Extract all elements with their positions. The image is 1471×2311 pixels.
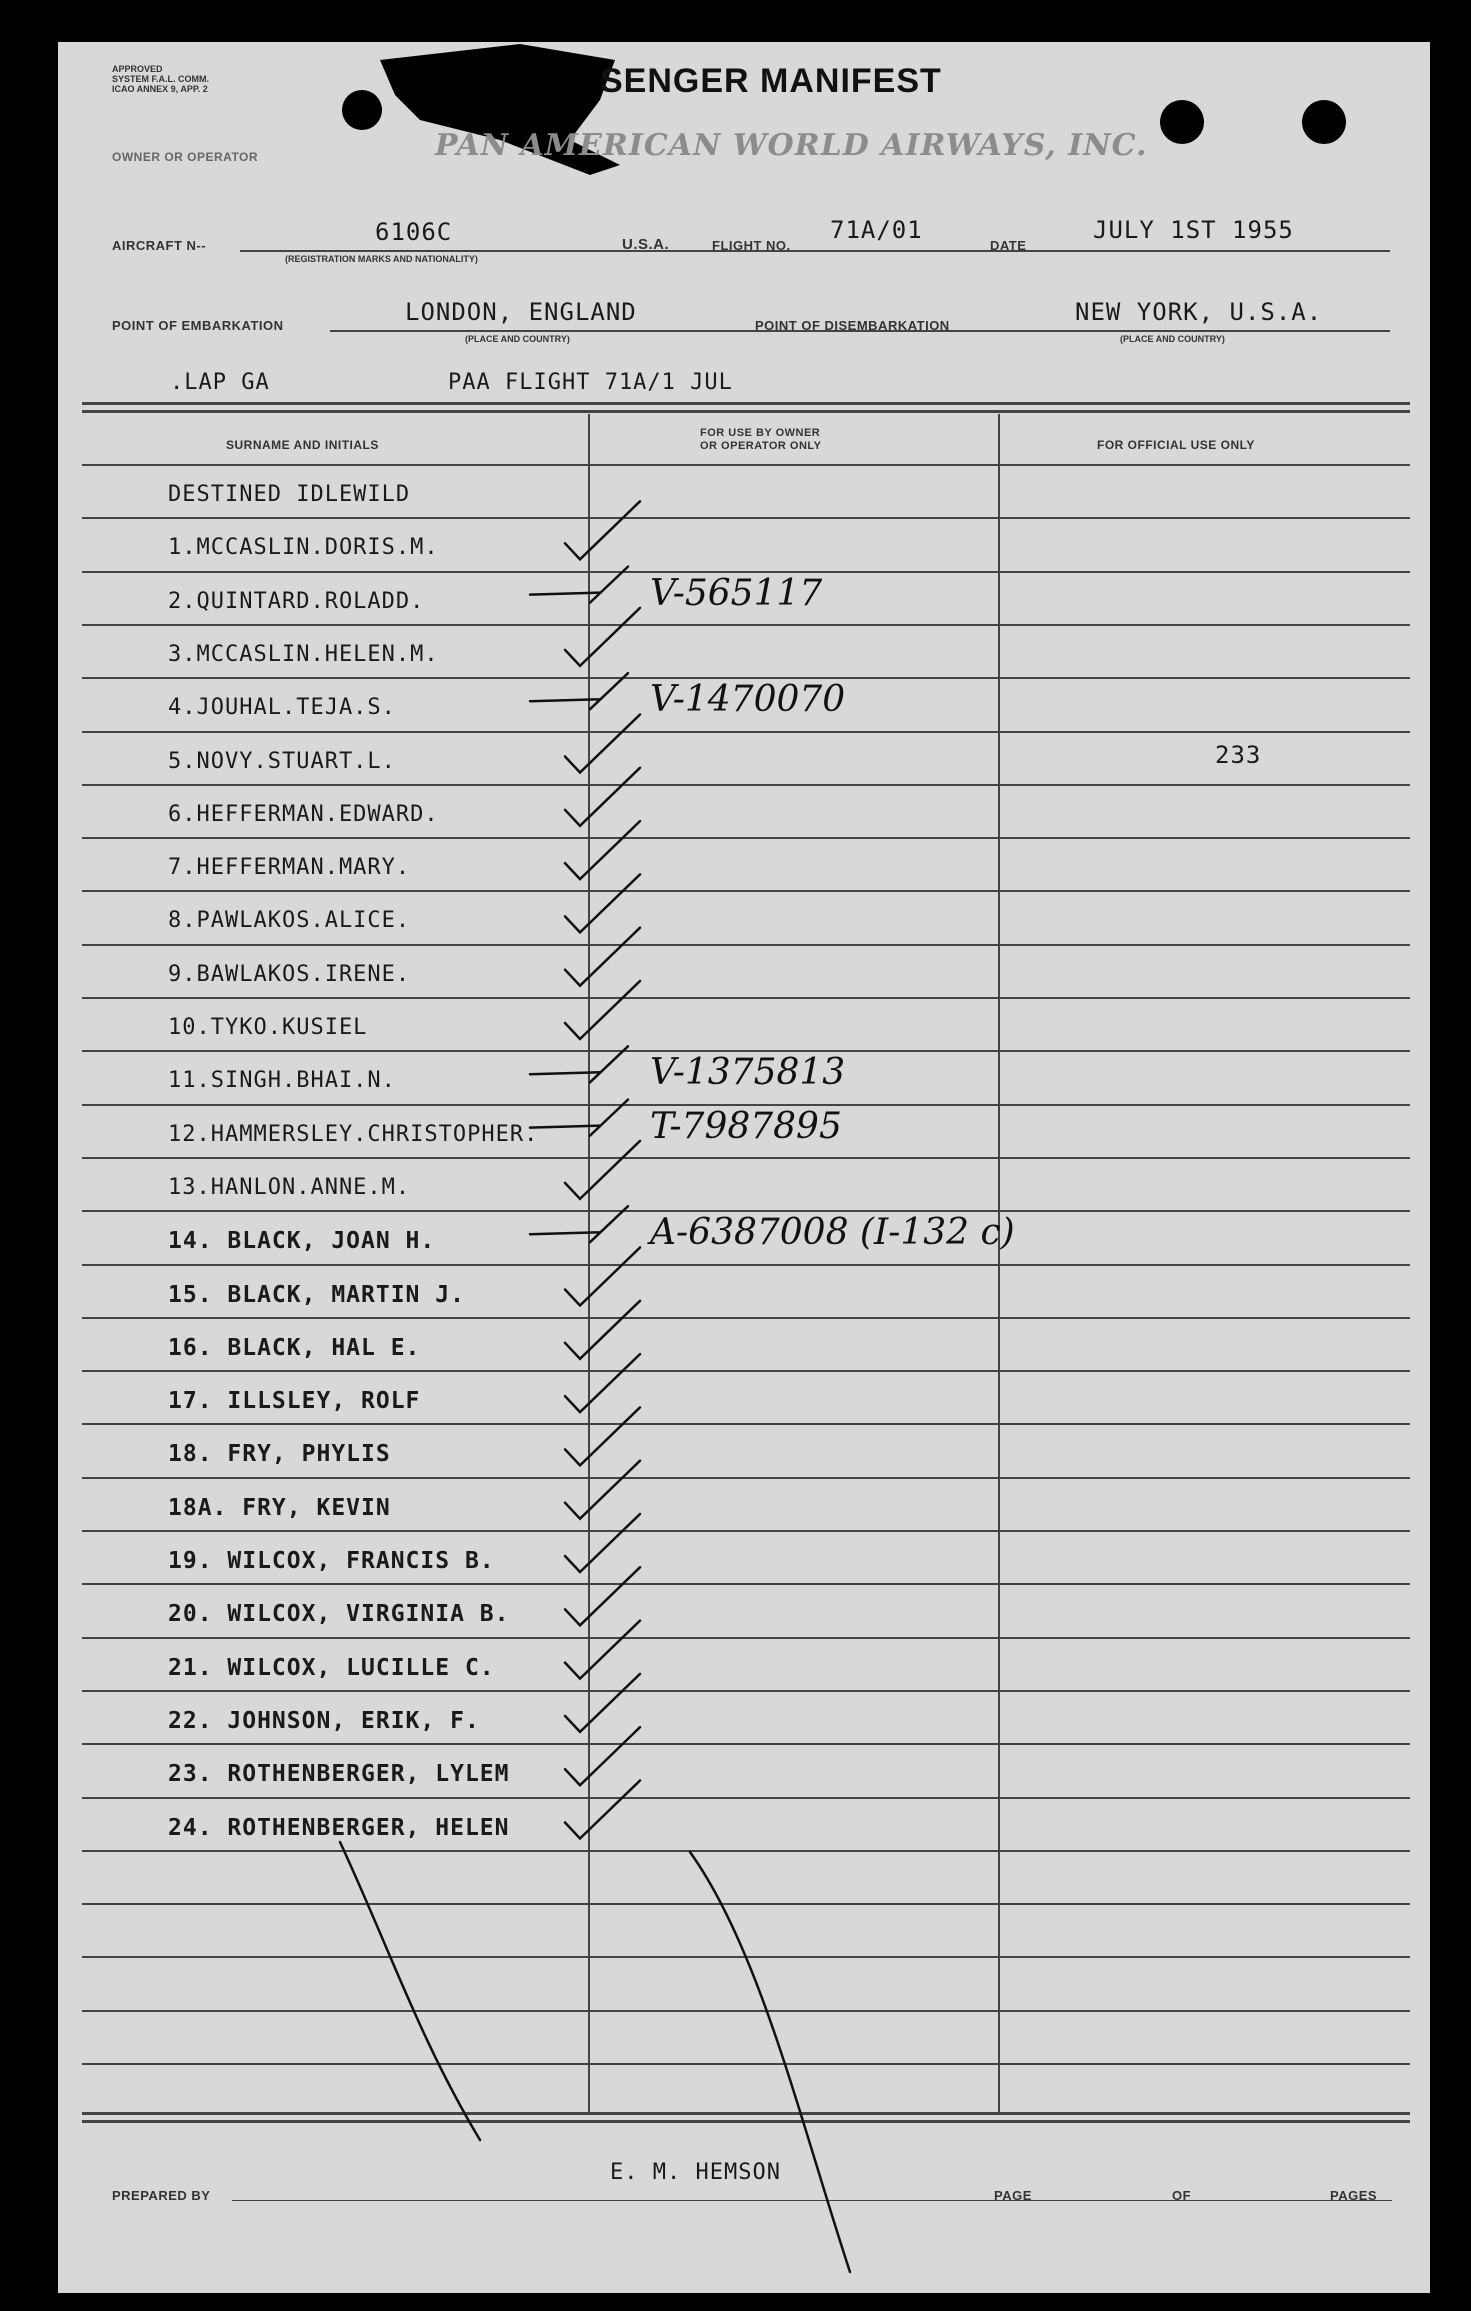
- handwritten-visa-note: T-7987895: [650, 1106, 842, 1147]
- passenger-name: 23. ROTHENBERGER, LYLEM: [168, 1761, 510, 1787]
- owner-label: OWNER OR OPERATOR: [112, 150, 259, 164]
- date-value: JULY 1ST 1955: [1093, 216, 1294, 244]
- check-mark: [565, 501, 640, 559]
- handwritten-visa-note: A-6387008 (I-132 c): [650, 1212, 1015, 1253]
- passenger-name: 6.HEFFERMAN.EDWARD.: [168, 802, 439, 827]
- passenger-name: 2.QUINTARD.ROLADD.: [168, 589, 425, 614]
- col-header-surname: SURNAME AND INITIALS: [226, 438, 379, 452]
- passenger-name: 9.BAWLAKOS.IRENE.: [168, 962, 411, 987]
- embarkation-value: LONDON, ENGLAND: [405, 298, 637, 326]
- official-code: 233: [1215, 741, 1262, 769]
- passenger-name: 20. WILCOX, VIRGINIA B.: [168, 1601, 510, 1627]
- of-label: OF: [1172, 2188, 1192, 2203]
- check-mark: [565, 1621, 640, 1679]
- check-mark: [565, 981, 640, 1039]
- passenger-name: 16. BLACK, HAL E.: [168, 1335, 421, 1361]
- pen-stroke: [340, 1842, 480, 2140]
- flight-label: FLIGHT NO.: [712, 238, 791, 253]
- col-header-owner-2: OR OPERATOR ONLY: [700, 440, 822, 452]
- check-mark: [565, 1674, 640, 1732]
- disembarkation-value: NEW YORK, U.S.A.: [1075, 298, 1323, 326]
- check-mark: [565, 1301, 640, 1359]
- strike-check-mark: [530, 567, 628, 603]
- approval-line-2: SYSTEM F.A.L. COMM.: [112, 74, 210, 84]
- strike-check-mark: [530, 1046, 628, 1082]
- passenger-name: 10.TYKO.KUSIEL: [168, 1015, 368, 1040]
- pages-label: PAGES: [1330, 2188, 1378, 2203]
- passenger-name: 19. WILCOX, FRANCIS B.: [168, 1548, 495, 1574]
- document-title: SENGER MANIFEST: [600, 62, 942, 100]
- check-mark: [565, 1141, 640, 1199]
- check-mark: [565, 1727, 640, 1785]
- nationality: U.S.A.: [622, 236, 670, 253]
- check-mark: [565, 1567, 640, 1625]
- passenger-name: 15. BLACK, MARTIN J.: [168, 1282, 465, 1308]
- prepared-label: PREPARED BY: [112, 2188, 211, 2203]
- check-mark: [565, 928, 640, 986]
- reference-code: .LAP GA: [170, 370, 270, 395]
- passenger-name: 21. WILCOX, LUCILLE C.: [168, 1655, 495, 1681]
- passenger-name: 18A. FRY, KEVIN: [168, 1495, 391, 1521]
- col-header-official: FOR OFFICIAL USE ONLY: [1097, 438, 1255, 452]
- approval-line-1: APPROVED: [112, 64, 163, 74]
- place-note-1: (PLACE AND COUNTRY): [465, 334, 570, 344]
- date-label: DATE: [990, 238, 1027, 253]
- passenger-name: 1.MCCASLIN.DORIS.M.: [168, 535, 439, 560]
- check-mark: [565, 1248, 640, 1306]
- handwritten-visa-note: V-565117: [650, 573, 823, 614]
- check-mark: [565, 874, 640, 932]
- disembarkation-label: POINT OF DISEMBARKATION: [755, 318, 950, 333]
- passenger-name: 24. ROTHENBERGER, HELEN: [168, 1815, 510, 1841]
- col-header-owner-1: FOR USE BY OWNER: [700, 427, 821, 439]
- passenger-name: 7.HEFFERMAN.MARY.: [168, 855, 411, 880]
- passenger-name: 8.PAWLAKOS.ALICE.: [168, 908, 411, 933]
- reference-flight: PAA FLIGHT 71A/1 JUL: [448, 370, 733, 395]
- owner-value: PAN AMERICAN WORLD AIRWAYS, INC.: [435, 128, 1148, 163]
- registration-note: (REGISTRATION MARKS AND NATIONALITY): [285, 254, 478, 264]
- check-mark: [565, 715, 640, 773]
- prepared-value: E. M. HEMSON: [610, 2160, 781, 2185]
- check-mark: [565, 1461, 640, 1519]
- strike-check-mark: [530, 1100, 628, 1136]
- check-mark: [565, 821, 640, 879]
- handwritten-visa-note: V-1470070: [650, 679, 846, 720]
- aircraft-value: 6106C: [375, 218, 453, 246]
- check-mark: [565, 1354, 640, 1412]
- passenger-name: 3.MCCASLIN.HELEN.M.: [168, 642, 439, 667]
- passenger-name: 12.HAMMERSLEY.CHRISTOPHER.: [168, 1122, 539, 1147]
- passenger-name: 5.NOVY.STUART.L.: [168, 749, 396, 774]
- passenger-name: 4.JOUHAL.TEJA.S.: [168, 695, 396, 720]
- aircraft-label: AIRCRAFT N--: [112, 238, 207, 253]
- check-mark: [565, 1781, 640, 1839]
- passenger-name: 13.HANLON.ANNE.M.: [168, 1175, 411, 1200]
- passenger-name: 14. BLACK, JOAN H.: [168, 1228, 436, 1254]
- check-mark: [565, 608, 640, 666]
- passenger-name: DESTINED IDLEWILD: [168, 482, 411, 507]
- passenger-name: 17. ILLSLEY, ROLF: [168, 1388, 421, 1414]
- page-label: PAGE: [994, 2188, 1032, 2203]
- pen-stroke: [690, 1852, 850, 2272]
- check-mark: [565, 768, 640, 826]
- approval-line-3: ICAO ANNEX 9, APP. 2: [112, 84, 208, 94]
- passenger-name: 18. FRY, PHYLIS: [168, 1441, 391, 1467]
- place-note-2: (PLACE AND COUNTRY): [1120, 334, 1225, 344]
- flight-value: 71A/01: [830, 216, 923, 244]
- passenger-name: 11.SINGH.BHAI.N.: [168, 1068, 396, 1093]
- strike-check-mark: [530, 673, 628, 709]
- embarkation-label: POINT OF EMBARKATION: [112, 318, 284, 333]
- check-mark: [565, 1514, 640, 1572]
- passenger-name: 22. JOHNSON, ERIK, F.: [168, 1708, 480, 1734]
- handwritten-visa-note: V-1375813: [650, 1052, 846, 1093]
- check-mark: [565, 1407, 640, 1465]
- strike-check-mark: [530, 1206, 628, 1242]
